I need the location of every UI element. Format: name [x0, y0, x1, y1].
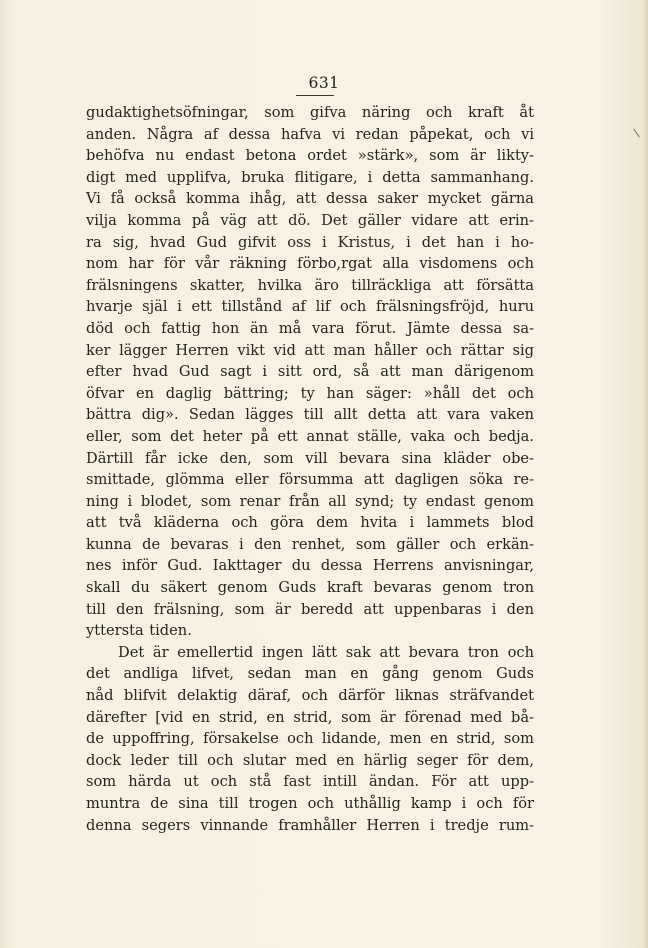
text-line: Det är emellertid ingen lätt sak att bevara tron och	[118, 643, 534, 661]
text-line: vilja komma på väg att dö. Det gäller vidare att erin-	[86, 211, 534, 229]
margin-mark	[633, 129, 640, 138]
page-number: 631	[308, 74, 340, 92]
text-line: ra sig, hvad Gud gifvit oss i Kristus, i det han i ho-	[86, 233, 534, 251]
text-line: som härda ut och stå fast intill ändan. För att upp-	[86, 773, 534, 791]
text-line: anden. Några af dessa hafva vi redan påpekat, och vi	[86, 125, 534, 143]
text-line: yttersta tiden.	[86, 622, 192, 640]
text-line: muntra de sina till trogen och uthållig kamp i och för	[86, 795, 534, 812]
text-line: smittade, glömma eller försumma att dagligen söka re-	[86, 471, 534, 489]
text-line: nes inför Gud. Iakttager du dessa Herrens anvisningar,	[86, 557, 534, 575]
text-line: kunna de bevaras i den renhet, som gäller och erkän-	[86, 535, 534, 553]
text-line: frälsningens skatter, hvilka äro tillräckliga att försätta	[86, 276, 534, 294]
text-line: de uppoffring, försakelse och lidande, men en strid, som	[86, 730, 534, 748]
text-line: nåd blifvit delaktig däraf, och därför liknas sträfvandet	[86, 687, 534, 705]
text-line: hvarje själ i ett tillstånd af lif och frälsningsfröjd, huru	[86, 298, 534, 316]
text-line: därefter [vid en strid, en strid, som är förenad med bå-	[86, 708, 534, 726]
text-line: det andliga lifvet, sedan man en gång genom Guds	[86, 665, 534, 683]
text-line: ker lägger Herren vikt vid att man håller och rättar sig	[86, 341, 534, 359]
text-line: till den frälsning, som är beredd att uppenbaras i den	[86, 600, 534, 618]
text-line: nom har för vår räkning förbo,rgat alla visdomens och	[86, 255, 534, 273]
text-line: Därtill får icke den, som vill bevara sina kläder obe-	[86, 449, 534, 467]
text-line: efter hvad Gud sagt i sitt ord, så att man därigenom	[86, 363, 534, 381]
text-line: dock leder till och slutar med en härlig seger för dem,	[86, 751, 534, 769]
text-line: eller, som det heter på ett annat ställe, vaka och bedja.	[86, 427, 534, 445]
text-line: död och fattig hon än må vara förut. Jämte dessa sa-	[86, 319, 534, 337]
text-line: att två kläderna och göra dem hvita i lammets blod	[86, 514, 534, 532]
text-line: digt med upplifva, bruka flitigare, i detta sammanhang.	[86, 168, 534, 186]
text-line: denna segers vinnande framhåller Herren i tredje rum-	[86, 816, 534, 834]
text-line: bättra dig». Sedan lägges till allt detta att vara vaken	[86, 406, 534, 424]
page-number-rule	[296, 95, 334, 96]
text-line: gudaktighetsöfningar, som gifva näring och kraft åt	[86, 104, 534, 121]
body-text	[86, 102, 534, 836]
text-line: Vi få också komma ihåg, att dessa saker mycket gärna	[86, 190, 534, 208]
text-line: öfvar en daglig bättring; ty han säger: »håll det och	[86, 384, 534, 402]
text-line: skall du säkert genom Guds kraft bevaras genom tron	[86, 579, 534, 597]
text-line: ning i blodet, som renar från all synd; ty endast genom	[86, 492, 534, 510]
text-line: behöfva nu endast betona ordet »stärk», som är likty-	[86, 147, 534, 165]
